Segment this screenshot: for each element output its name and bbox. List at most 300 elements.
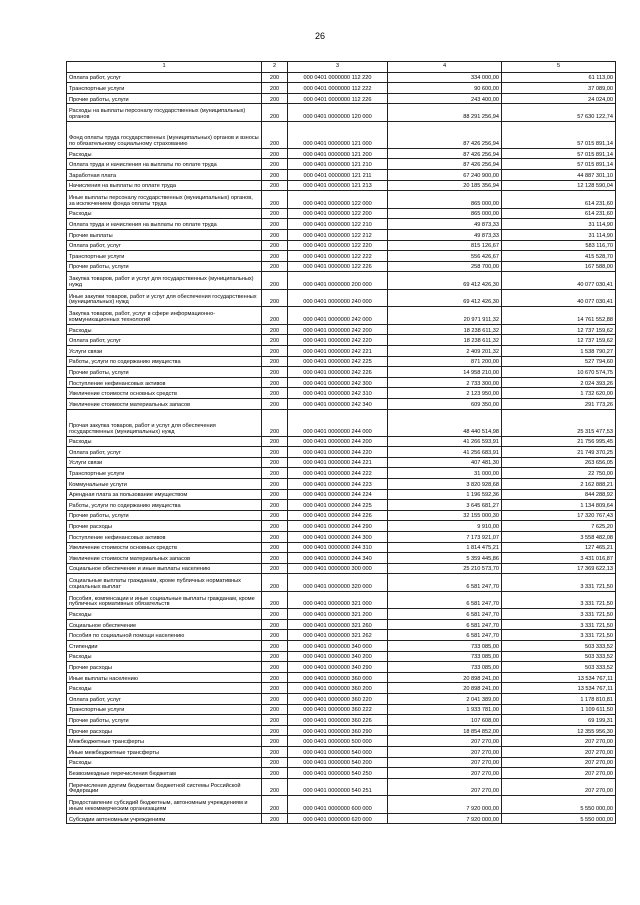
row-executed: 12 737 159,62 [502, 335, 616, 346]
row-code: 200 [262, 757, 288, 768]
row-executed: 5 550 000,00 [502, 813, 616, 824]
row-code: 200 [262, 447, 288, 458]
row-approved: 6 581 247,70 [388, 630, 502, 641]
row-approved: 207 270,00 [388, 768, 502, 779]
row-kbk: 000 0401 0000000 121 211 [288, 170, 388, 181]
table-row [67, 307, 616, 325]
row-name: Расходы на выплаты персоналу государственных (муниципальных) органов [67, 104, 262, 122]
row-kbk: 000 0401 0000000 122 210 [288, 219, 388, 230]
table-row [67, 641, 616, 652]
row-kbk: 000 0401 0000000 122 220 [288, 240, 388, 251]
header-col-3: 3 [288, 62, 388, 73]
row-name: Прочие работы, услуги [67, 367, 262, 378]
table-row [67, 93, 616, 104]
table-row [67, 219, 616, 230]
row-approved: 88 291 256,94 [388, 104, 502, 122]
row-name: Прочая закупка товаров, работ и услуг для обеспечения государственных (муниципальных) нужд [67, 409, 262, 436]
row-name: Увеличение стоимости материальных запасов [67, 553, 262, 564]
table-row [67, 651, 616, 662]
row-code: 200 [262, 778, 288, 796]
table-row [67, 121, 616, 148]
row-code: 200 [262, 478, 288, 489]
table-row [67, 289, 616, 307]
row-name: Поступление нефинансовых активов [67, 531, 262, 542]
row-name: Работы, услуги по содержанию имущества [67, 356, 262, 367]
row-executed: 291 773,26 [502, 398, 616, 409]
table-row [67, 747, 616, 758]
row-kbk: 000 0401 0000000 360 200 [288, 683, 388, 694]
row-approved: 207 270,00 [388, 747, 502, 758]
row-kbk: 000 0401 0000000 360 222 [288, 704, 388, 715]
row-executed: 57 015 891,14 [502, 148, 616, 159]
row-name: Иные межбюджетные трансферты [67, 747, 262, 758]
row-name: Оплата работ, услуг [67, 447, 262, 458]
row-kbk: 000 0401 0000000 360 290 [288, 725, 388, 736]
table-row [67, 367, 616, 378]
row-code: 200 [262, 170, 288, 181]
row-kbk: 000 0401 0000000 300 000 [288, 563, 388, 574]
row-approved: 1 933 781,00 [388, 704, 502, 715]
row-approved: 207 270,00 [388, 757, 502, 768]
row-code: 200 [262, 324, 288, 335]
row-name: Прочие расходы [67, 662, 262, 673]
row-kbk: 000 0401 0000000 540 200 [288, 757, 388, 768]
row-code: 200 [262, 261, 288, 272]
table-row [67, 83, 616, 94]
row-name: Предоставление субсидий бюджетным, автономным учреждениям и иным некоммерческим организациям [67, 796, 262, 814]
table-row [67, 736, 616, 747]
row-name: Закупка товаров, работ, услуг в сфере информационно-коммуникационных технологий [67, 307, 262, 325]
row-kbk: 000 0401 0000000 242 340 [288, 398, 388, 409]
table-row [67, 630, 616, 641]
row-approved: 6 581 247,70 [388, 591, 502, 609]
row-approved: 258 700,00 [388, 261, 502, 272]
row-executed: 1 538 790,27 [502, 346, 616, 357]
row-name: Расходы [67, 148, 262, 159]
table-row [67, 346, 616, 357]
table-row [67, 159, 616, 170]
row-executed: 3 331 721,50 [502, 591, 616, 609]
row-kbk: 000 0401 0000000 244 224 [288, 489, 388, 500]
row-name: Работы, услуги по содержанию имущества [67, 500, 262, 511]
row-executed: 3 431 016,87 [502, 553, 616, 564]
row-executed: 57 015 891,14 [502, 159, 616, 170]
row-executed: 40 077 030,41 [502, 272, 616, 290]
row-name: Заработная плата [67, 170, 262, 181]
row-name: Прочие работы, услуги [67, 261, 262, 272]
row-executed: 40 077 030,41 [502, 289, 616, 307]
row-name: Арендная плата за пользование имуществом [67, 489, 262, 500]
row-executed: 583 116,70 [502, 240, 616, 251]
row-code: 200 [262, 289, 288, 307]
row-kbk: 000 0401 0000000 244 290 [288, 521, 388, 532]
row-approved: 6 581 247,70 [388, 609, 502, 620]
table-row [67, 563, 616, 574]
row-kbk: 000 0401 0000000 600 000 [288, 796, 388, 814]
row-approved: 41 256 683,91 [388, 447, 502, 458]
row-executed: 167 588,00 [502, 261, 616, 272]
row-name: Социальное обеспечение и иные выплаты населению [67, 563, 262, 574]
row-approved: 69 412 426,30 [388, 289, 502, 307]
row-approved: 609 350,00 [388, 398, 502, 409]
row-name: Транспортные услуги [67, 468, 262, 479]
row-approved: 1 196 592,36 [388, 489, 502, 500]
row-name: Оплата труда и начисления на выплаты по оплате труда [67, 159, 262, 170]
row-kbk: 000 0401 0000000 500 000 [288, 736, 388, 747]
table-row [67, 694, 616, 705]
page-number: 26 [314, 31, 325, 41]
row-approved: 48 440 514,98 [388, 409, 502, 436]
row-code: 200 [262, 521, 288, 532]
row-code: 200 [262, 768, 288, 779]
row-code: 200 [262, 457, 288, 468]
row-kbk: 000 0401 0000000 112 220 [288, 72, 388, 83]
row-name: Транспортные услуги [67, 704, 262, 715]
row-approved: 556 426,67 [388, 251, 502, 262]
row-executed: 13 534 767,11 [502, 683, 616, 694]
budget-table [66, 61, 616, 824]
table-row [67, 542, 616, 553]
row-kbk: 000 0401 0000000 112 226 [288, 93, 388, 104]
row-kbk: 000 0401 0000000 360 000 [288, 672, 388, 683]
header-col-1: 1 [67, 62, 262, 73]
row-executed: 1 109 611,50 [502, 704, 616, 715]
row-approved: 243 400,00 [388, 93, 502, 104]
row-code: 200 [262, 619, 288, 630]
row-code: 200 [262, 307, 288, 325]
row-kbk: 000 0401 0000000 122 000 [288, 191, 388, 209]
table-row [67, 148, 616, 159]
row-code: 200 [262, 93, 288, 104]
row-kbk: 000 0401 0000000 242 000 [288, 307, 388, 325]
row-code: 200 [262, 377, 288, 388]
row-name: Расходы [67, 436, 262, 447]
row-approved: 2 733 300,00 [388, 377, 502, 388]
row-executed: 127 465,21 [502, 542, 616, 553]
row-code: 200 [262, 813, 288, 824]
table-row [67, 725, 616, 736]
row-code: 200 [262, 398, 288, 409]
row-name: Начисления на выплаты по оплате труда [67, 180, 262, 191]
table-row [67, 683, 616, 694]
row-approved: 49 873,33 [388, 219, 502, 230]
row-approved: 49 873,33 [388, 229, 502, 240]
table-row [67, 796, 616, 814]
table-row [67, 335, 616, 346]
table-row [67, 591, 616, 609]
row-code: 200 [262, 796, 288, 814]
row-code: 200 [262, 672, 288, 683]
row-approved: 90 600,00 [388, 83, 502, 94]
row-executed: 3 331 721,50 [502, 574, 616, 592]
row-kbk: 000 0401 0000000 242 225 [288, 356, 388, 367]
row-code: 200 [262, 208, 288, 219]
row-kbk: 000 0401 0000000 540 000 [288, 747, 388, 758]
row-executed: 415 528,70 [502, 251, 616, 262]
row-executed: 14 761 552,88 [502, 307, 616, 325]
table-row [67, 619, 616, 630]
row-name: Оплата труда и начисления на выплаты по оплате труда [67, 219, 262, 230]
row-name: Межбюджетные трансферты [67, 736, 262, 747]
table-row [67, 409, 616, 436]
row-approved: 41 266 593,91 [388, 436, 502, 447]
row-name: Увеличение стоимости материальных запасов [67, 398, 262, 409]
row-name: Расходы [67, 757, 262, 768]
row-approved: 18 238 611,32 [388, 324, 502, 335]
table-row [67, 436, 616, 447]
row-approved: 7 173 921,07 [388, 531, 502, 542]
row-approved: 733 085,00 [388, 641, 502, 652]
table-row [67, 104, 616, 122]
row-approved: 67 240 900,00 [388, 170, 502, 181]
row-executed: 61 113,00 [502, 72, 616, 83]
row-approved: 20 898 241,00 [388, 683, 502, 694]
row-executed: 12 355 956,30 [502, 725, 616, 736]
row-code: 200 [262, 436, 288, 447]
row-code: 200 [262, 651, 288, 662]
table-row [67, 574, 616, 592]
row-name: Расходы [67, 609, 262, 620]
row-executed: 13 534 767,11 [502, 672, 616, 683]
table-row [67, 272, 616, 290]
row-approved: 207 270,00 [388, 778, 502, 796]
row-kbk: 000 0401 0000000 244 310 [288, 542, 388, 553]
row-executed: 5 550 000,00 [502, 796, 616, 814]
row-kbk: 000 0401 0000000 120 000 [288, 104, 388, 122]
row-executed: 21 756 995,45 [502, 436, 616, 447]
row-kbk: 000 0401 0000000 321 260 [288, 619, 388, 630]
row-code: 200 [262, 104, 288, 122]
header-col-4: 4 [388, 62, 502, 73]
table-row [67, 609, 616, 620]
row-executed: 3 331 721,50 [502, 609, 616, 620]
table-row [67, 447, 616, 458]
row-kbk: 000 0401 0000000 242 200 [288, 324, 388, 335]
row-executed: 57 630 122,74 [502, 104, 616, 122]
row-kbk: 000 0401 0000000 321 200 [288, 609, 388, 620]
row-name: Пособия, компенсации и иные социальные выплаты гражданам, кроме публичных нормативных обязательств [67, 591, 262, 609]
row-name: Иные выплаты населению [67, 672, 262, 683]
row-code: 200 [262, 641, 288, 652]
row-approved: 3 645 681,27 [388, 500, 502, 511]
row-code: 200 [262, 191, 288, 209]
row-code: 200 [262, 121, 288, 148]
row-kbk: 000 0401 0000000 360 226 [288, 715, 388, 726]
row-executed: 3 558 482,08 [502, 531, 616, 542]
row-approved: 32 155 000,30 [388, 510, 502, 521]
row-name: Увеличение стоимости основных средств [67, 542, 262, 553]
row-kbk: 000 0401 0000000 121 213 [288, 180, 388, 191]
row-approved: 18 854 852,00 [388, 725, 502, 736]
row-approved: 25 210 573,70 [388, 563, 502, 574]
row-executed: 1 732 620,00 [502, 388, 616, 399]
row-name: Фонд оплаты труда государственных (муниципальных) органов и взносы по обязательному социальному страхованию [67, 121, 262, 148]
row-code: 200 [262, 736, 288, 747]
row-name: Услуги связи [67, 346, 262, 357]
row-name: Субсидии автономным учреждениям [67, 813, 262, 824]
table-row [67, 170, 616, 181]
row-code: 200 [262, 510, 288, 521]
table-row [67, 813, 616, 824]
row-executed: 263 656,05 [502, 457, 616, 468]
table-row [67, 521, 616, 532]
row-name: Прочие работы, услуги [67, 715, 262, 726]
row-code: 200 [262, 630, 288, 641]
row-executed: 2 162 888,21 [502, 478, 616, 489]
row-approved: 20 971 911,32 [388, 307, 502, 325]
row-approved: 733 085,00 [388, 651, 502, 662]
row-kbk: 000 0401 0000000 321 262 [288, 630, 388, 641]
row-code: 200 [262, 148, 288, 159]
row-executed: 12 737 159,62 [502, 324, 616, 335]
header-col-5: 5 [502, 62, 616, 73]
row-kbk: 000 0401 0000000 244 221 [288, 457, 388, 468]
table-row [67, 778, 616, 796]
row-executed: 22 750,00 [502, 468, 616, 479]
row-kbk: 000 0401 0000000 122 200 [288, 208, 388, 219]
row-code: 200 [262, 388, 288, 399]
row-name: Услуги связи [67, 457, 262, 468]
row-code: 200 [262, 704, 288, 715]
table-row [67, 489, 616, 500]
row-kbk: 000 0401 0000000 242 300 [288, 377, 388, 388]
row-kbk: 000 0401 0000000 244 222 [288, 468, 388, 479]
row-kbk: 000 0401 0000000 320 000 [288, 574, 388, 592]
row-executed: 7 625,20 [502, 521, 616, 532]
row-name: Оплата работ, услуг [67, 335, 262, 346]
table-row [67, 72, 616, 83]
table-row [67, 662, 616, 673]
row-kbk: 000 0401 0000000 242 220 [288, 335, 388, 346]
row-executed: 207 270,00 [502, 736, 616, 747]
row-executed: 207 270,00 [502, 768, 616, 779]
row-approved: 107 608,00 [388, 715, 502, 726]
row-approved: 7 920 000,00 [388, 813, 502, 824]
row-kbk: 000 0401 0000000 112 222 [288, 83, 388, 94]
row-kbk: 000 0401 0000000 321 000 [288, 591, 388, 609]
row-name: Прочие работы, услуги [67, 93, 262, 104]
row-approved: 31 000,00 [388, 468, 502, 479]
row-name: Расходы [67, 651, 262, 662]
row-kbk: 000 0401 0000000 242 221 [288, 346, 388, 357]
row-name: Транспортные услуги [67, 83, 262, 94]
row-executed: 207 270,00 [502, 757, 616, 768]
row-code: 200 [262, 367, 288, 378]
row-executed: 12 128 590,04 [502, 180, 616, 191]
table-row [67, 324, 616, 335]
row-approved: 20 898 241,00 [388, 672, 502, 683]
row-executed: 17 369 622,13 [502, 563, 616, 574]
row-code: 200 [262, 500, 288, 511]
row-code: 200 [262, 563, 288, 574]
row-approved: 14 958 210,00 [388, 367, 502, 378]
table-row [67, 672, 616, 683]
table-row [67, 398, 616, 409]
row-code: 200 [262, 159, 288, 170]
row-approved: 1 814 475,21 [388, 542, 502, 553]
row-executed: 21 749 370,25 [502, 447, 616, 458]
row-name: Транспортные услуги [67, 251, 262, 262]
row-approved: 6 581 247,70 [388, 619, 502, 630]
row-executed: 10 670 574,75 [502, 367, 616, 378]
row-kbk: 000 0401 0000000 620 000 [288, 813, 388, 824]
row-code: 200 [262, 489, 288, 500]
row-code: 200 [262, 219, 288, 230]
row-kbk: 000 0401 0000000 244 220 [288, 447, 388, 458]
row-name: Коммунальные услуги [67, 478, 262, 489]
row-executed: 1 134 809,64 [502, 500, 616, 511]
row-executed: 527 794,60 [502, 356, 616, 367]
table-row [67, 240, 616, 251]
row-kbk: 000 0401 0000000 121 210 [288, 159, 388, 170]
row-approved: 2 041 389,00 [388, 694, 502, 705]
row-name: Расходы [67, 208, 262, 219]
row-kbk: 000 0401 0000000 242 226 [288, 367, 388, 378]
row-kbk: 000 0401 0000000 121 200 [288, 148, 388, 159]
table-row [67, 715, 616, 726]
table-row [67, 388, 616, 399]
row-executed: 1 178 810,81 [502, 694, 616, 705]
table-row [67, 229, 616, 240]
row-executed: 503 333,52 [502, 651, 616, 662]
row-approved: 865 000,00 [388, 191, 502, 209]
row-name: Перечисления другим бюджетам бюджетной системы Российской Федерации [67, 778, 262, 796]
row-approved: 6 581 247,70 [388, 574, 502, 592]
row-executed: 2 024 393,26 [502, 377, 616, 388]
row-executed: 37 089,00 [502, 83, 616, 94]
row-name: Безвозмездные перечисления бюджетам [67, 768, 262, 779]
row-code: 200 [262, 346, 288, 357]
row-kbk: 000 0401 0000000 122 222 [288, 251, 388, 262]
row-approved: 207 270,00 [388, 736, 502, 747]
table-row [67, 500, 616, 511]
row-kbk: 000 0401 0000000 200 000 [288, 272, 388, 290]
row-name: Пособия по социальной помощи населению [67, 630, 262, 641]
row-name: Оплата работ, услуг [67, 72, 262, 83]
row-executed: 614 231,60 [502, 208, 616, 219]
table-header-row [67, 62, 616, 73]
row-name: Прочие работы, услуги [67, 510, 262, 521]
row-code: 200 [262, 609, 288, 620]
row-approved: 871 200,00 [388, 356, 502, 367]
row-code: 200 [262, 409, 288, 436]
row-executed: 844 288,92 [502, 489, 616, 500]
row-kbk: 000 0401 0000000 244 340 [288, 553, 388, 564]
row-code: 200 [262, 272, 288, 290]
row-name: Закупка товаров, работ и услуг для государственных (муниципальных) нужд [67, 272, 262, 290]
row-name: Прочие расходы [67, 521, 262, 532]
table-row [67, 191, 616, 209]
row-approved: 3 820 928,68 [388, 478, 502, 489]
row-name: Увеличение стоимости основных средств [67, 388, 262, 399]
row-executed: 44 887 301,10 [502, 170, 616, 181]
row-name: Иные закупки товаров, работ и услуг для обеспечения государственных (муниципальных) нужд [67, 289, 262, 307]
row-name: Поступление нефинансовых активов [67, 377, 262, 388]
row-approved: 7 920 000,00 [388, 796, 502, 814]
row-approved: 815 126,67 [388, 240, 502, 251]
row-executed: 3 331 721,50 [502, 630, 616, 641]
table-row [67, 531, 616, 542]
table-row [67, 180, 616, 191]
row-kbk: 000 0401 0000000 242 310 [288, 388, 388, 399]
row-name: Иные выплаты персоналу государственных (муниципальных) органов, за исключением фонда оплаты труда [67, 191, 262, 209]
row-code: 200 [262, 725, 288, 736]
row-approved: 865 000,00 [388, 208, 502, 219]
row-code: 200 [262, 553, 288, 564]
row-code: 200 [262, 240, 288, 251]
table-row [67, 468, 616, 479]
row-approved: 87 426 256,94 [388, 148, 502, 159]
